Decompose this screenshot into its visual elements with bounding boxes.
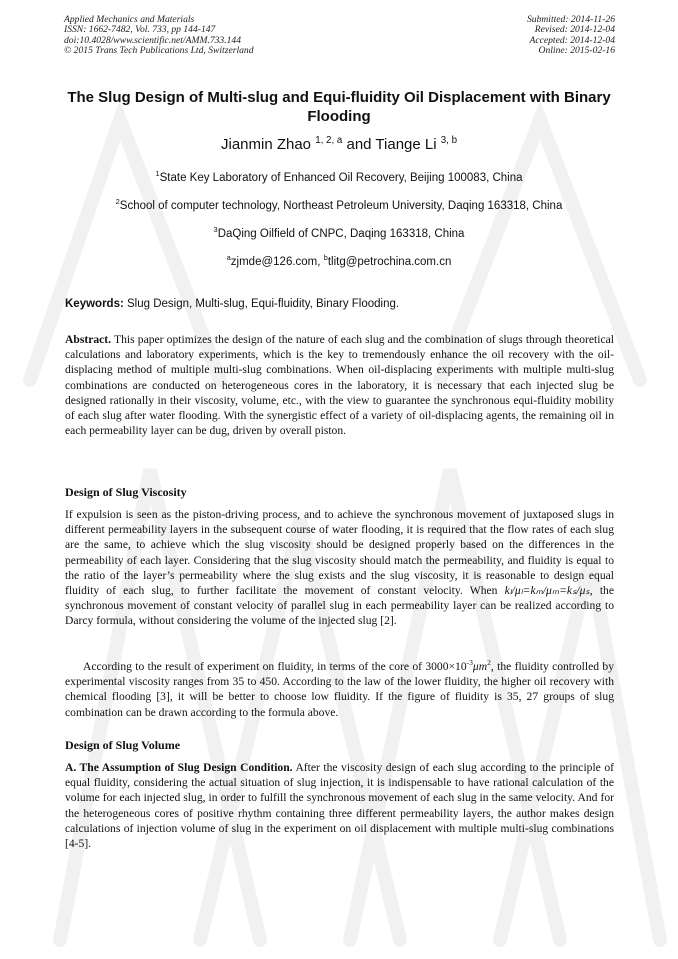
- exponent: -3: [466, 658, 473, 668]
- paragraph-text: the synchronous movement of constant velocity of parallel slug in each permeability layer can be realized according to Darcy formula, without considering the volume of the injected slug [2].: [65, 584, 614, 628]
- journal-issn: ISSN: 1662-7482, Vol. 733, pp 144-147: [64, 24, 216, 36]
- journal-copyright: © 2015 Trans Tech Publications Ltd, Switzerland: [64, 45, 254, 57]
- keywords: [65, 297, 625, 311]
- affiliation-text: School of computer technology, Northeast Petroleum University, Daqing 163318, China: [119, 200, 563, 212]
- author-line: [60, 136, 618, 154]
- paragraph-text: If expulsion is seen as the piston-driving process, and to achieve the synchronous movement of juxtaposed slugs in different permeability layers in the subsequent course of water flooding, it is required that the flow rates of each slug are the same, to achieve which the slug viscosity should be designed properly based on the differences in the permeability of each layer. Considering that the slug viscosity should match the permeability, and fluidity is equal to the ratio of the layer’s permeability where the slug exists and the slug viscosity, it is reasonable to design equal fluidity of each slug, to further facilitate the movement of constant velocity. When: [65, 508, 614, 598]
- affiliation-mark: 3: [213, 225, 218, 235]
- author-name: Tiange Li: [375, 136, 437, 153]
- author-and: and: [346, 136, 372, 153]
- email-line: [60, 255, 618, 269]
- section-heading: Design of Slug Viscosity: [65, 485, 187, 499]
- paragraph-text: According to the result of experiment on fluidity, in terms of the core of 3000×10: [83, 660, 467, 673]
- date-online: Online: 2015-02-16: [538, 45, 615, 57]
- email-address: tlitg@petrochina.com.cn: [327, 256, 452, 268]
- abstract-label: Abstract.: [65, 333, 112, 346]
- affiliation: [60, 171, 618, 185]
- unit: μm: [472, 660, 488, 673]
- body-paragraph: [65, 507, 614, 629]
- affiliation: [60, 227, 618, 241]
- body-paragraph: [65, 760, 614, 851]
- keywords-label: Keywords:: [65, 298, 124, 310]
- affiliation-mark: 1: [155, 169, 160, 179]
- abstract: [65, 332, 614, 438]
- affiliation-mark: 2: [115, 197, 120, 207]
- body-paragraph: [65, 659, 614, 720]
- email-address: zjmde@126.com,: [230, 256, 321, 268]
- affiliation-text: State Key Laboratory of Enhanced Oil Recovery, Beijing 100083, China: [159, 172, 523, 184]
- paragraph-text: After the viscosity design of each slug according to the principle of equal fluidity, considering the actual situation of slug injection, it is indispensable to have rational calculation of the volume for each injected slug, in order to fulfill the synchronous movement of each slug in the same velocity. And for the heterogeneous cores of positive rhythm containing three different permeability layers, the author makes design calculations of injection volume of slug in the experiment on oil displacement with multiple multi-slug combinations [4-5].: [65, 761, 614, 851]
- date-submitted: Submitted: 2014-11-26: [526, 14, 615, 25]
- date-accepted: Accepted: 2014-12-04: [529, 34, 615, 46]
- journal-name: Applied Mechanics and Materials: [64, 14, 195, 25]
- date-revised: Revised: 2014-12-04: [534, 24, 615, 36]
- abstract-text: This paper optimizes the design of the nature of each slug and the combination of slugs through theoretical calculations and laboratory experiments, which is the key to tremendously enhance the oil recovery with the oil-displacing method of multiple multi-slug combinations. When oil-displacing experiments with multiple multi-slug combinations are conducted on heterogeneous cores in the laboratory, it is necessary that each injected slug be designed rationally in their viscosity, volume, etc., with the view to guarantee the synchronous equi-fluidity mobility of each slug after water flooding. With the synergistic effect of a variety of oil-displacing agents, the remaining oil in each permeability layer can be dug, driven by overall piston.: [65, 333, 614, 438]
- paper-title: The Slug Design of Multi-slug and Equi-fluidity Oil Displacement with Binary Flooding: [67, 89, 611, 125]
- email-mark: b: [323, 253, 328, 263]
- submission-dates: [527, 15, 615, 57]
- subsection-label: A. The Assumption of Slug Design Condition.: [65, 761, 293, 774]
- email-mark: a: [226, 253, 231, 263]
- author-name: Jianmin Zhao: [220, 136, 312, 153]
- fluidity-formula: kₗ/μₗ=kₘ/μₘ=kₛ/μₛ,: [504, 584, 593, 598]
- journal-info: [64, 15, 254, 57]
- keywords-text: Slug Design, Multi-slug, Equi-fluidity, Binary Flooding.: [127, 298, 400, 310]
- paragraph-text: , the fluidity controlled by experimental viscosity ranges from 35 to 450. According to the law of the lower fluidity, the higher oil recovery with chemical flooding [3], it will be better to choose low fluidity. If the figure of fluidity is 35, 27 groups of slug combination can be drawn according to the formula above.: [65, 660, 614, 719]
- affiliation: [60, 199, 618, 213]
- author-affil-mark: 3, b: [440, 135, 458, 146]
- section-heading: Design of Slug Volume: [65, 738, 181, 752]
- author-affil-mark: 1, 2, a: [315, 135, 343, 146]
- journal-doi: doi:10.4028/www.scientific.net/AMM.733.144: [64, 34, 242, 46]
- affiliation-text: DaQing Oilfield of CNPC, Daqing 163318, China: [217, 228, 465, 240]
- exponent: 2: [487, 658, 491, 668]
